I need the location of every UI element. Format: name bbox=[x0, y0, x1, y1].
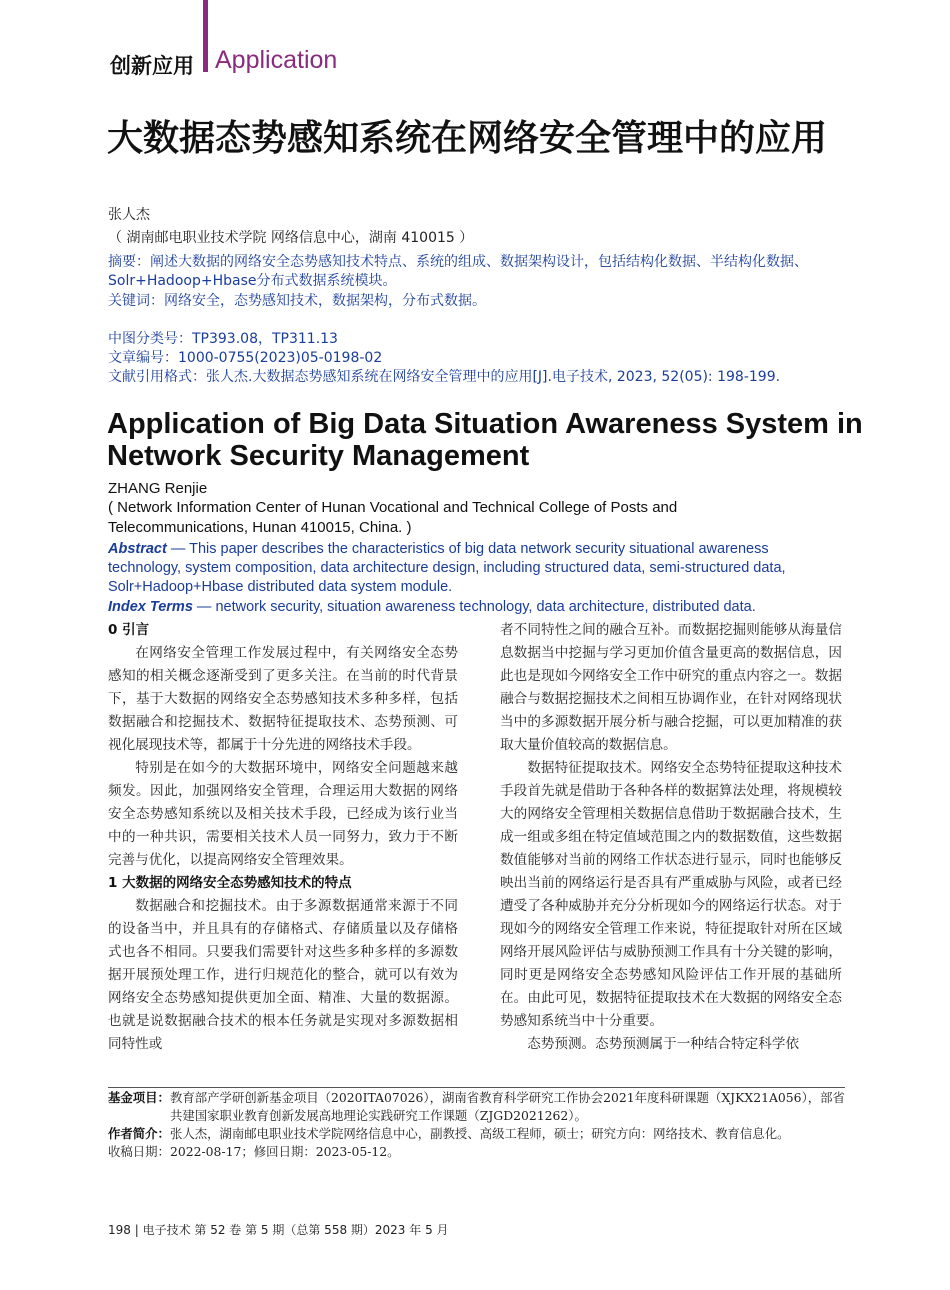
author-bio-text: 张人杰，湖南邮电职业技术学院网络信息中心，副教授、高级工程师，硕士；研究方向：网络技术、教育信息化。 bbox=[169, 1126, 790, 1141]
section-label-cn: 创新应用 bbox=[110, 54, 194, 78]
abstract-en bbox=[108, 540, 843, 597]
fund-note bbox=[108, 1089, 848, 1125]
abstract-en-label: Abstract bbox=[108, 541, 167, 557]
paragraph: 数据特征提取技术。网络安全态势特征提取这种技术手段首先就是借助于各种各样的数据算法处理，将规模较大的网络安全管理相关数据信息借助于数据融合技术，生成一组或多组在特定值域范围之内的数据数值，这些数据数值能够对当前的网络工作状态进行显示，同时也能够反映出当前的网络运行是否具有严重威胁与风险，或者已经遭受了各种威胁并充分分析现如今的网络运行状态。对于现如今的网络安全管理工作来说，特征提取针对所在区域网络开展风险评估与威胁预测工作具有十分关键的影响，同时更是网络安全态势感知风险评估工作开展的基础所在。由此可见，数据特征提取技术在大数据的网络安全态势感知系统当中十分重要。 bbox=[500, 760, 842, 1029]
title-cn: 大数据态势感知系统在网络安全管理中的应用 bbox=[107, 118, 828, 159]
heading-section-1: 1 大数据的网络安全态势感知技术的特点 bbox=[108, 875, 352, 891]
abstract-en-text: — This paper describes the characteristics of big data network security situational awareness technology, system composition, data architecture design, including structured data, semi-structured data, Solr+Hadoop+Hbase distributed data system module. bbox=[108, 541, 786, 595]
keywords-cn: 关键词：网络安全，态势感知技术，数据架构，分布式数据。 bbox=[108, 293, 486, 309]
clc-number: 中图分类号：TP393.08，TP311.13 bbox=[108, 331, 338, 347]
page-footer: 198 | 电子技术 第 52 卷 第 5 期（总第 558 期）2023 年 5 月 bbox=[108, 1223, 449, 1237]
author-en: ZHANG Renjie bbox=[108, 480, 208, 497]
fund-text: 教育部产学研创新基金项目（2020ITA07026），湖南省教育科学研究工作协会2021年度科研课题（XJKX21A056），部省共建国家职业教育创新发展高地理论实践研究工作课题（ZJGD2021262）。 bbox=[169, 1090, 845, 1123]
paragraph: 态势预测。态势预测属于一种结合特定科学依 bbox=[527, 1036, 800, 1052]
footnotes bbox=[108, 1089, 848, 1161]
heading-introduction: 0 引言 bbox=[108, 622, 150, 638]
affiliation-en: ( Network Information Center of Hunan Vocational and Technical College of Posts and Telecommunications, Hunan 410015, China. ) bbox=[108, 499, 678, 536]
paragraph: 特别是在如今的大数据环境中，网络安全问题越来越频发。因此，加强网络安全管理，合理运用大数据的网络安全态势感知系统以及相关技术手段，已经成为该行业当中的一种共识，需要相关技术人员一同努力，致力于不断完善与优化，以提高网络安全管理效果。 bbox=[108, 760, 458, 868]
index-terms-text: — network security, situation awareness technology, data architecture, distributed data. bbox=[192, 599, 756, 615]
right-column bbox=[500, 619, 842, 1056]
dates-note: 收稿日期：2022-08-17；修回日期：2023-05-12。 bbox=[108, 1144, 400, 1159]
title-en: Application of Big Data Situation Awareness System in Network Security Management bbox=[107, 408, 863, 472]
fund-label: 基金项目： bbox=[108, 1090, 170, 1105]
footnote-rule bbox=[108, 1087, 845, 1088]
affiliation-cn: （ 湖南邮电职业技术学院 网络信息中心，湖南 410015 ） bbox=[108, 230, 474, 246]
paragraph: 者不同特性之间的融合互补。而数据挖掘则能够从海量信息数据当中挖掘与学习更加价值含量更高的数据信息，因此也是现如今网络安全工作中研究的重点内容之一。数据融合与数据挖掘技术之间相互协调作业，在针对网络现状当中的多源数据开展分析与融合挖掘，可以更加精准的获取大量价值较高的数据信息。 bbox=[500, 622, 842, 753]
article-number: 文章编号：1000-0755(2023)05-0198-02 bbox=[108, 350, 383, 366]
author-bio-label: 作者简介： bbox=[108, 1126, 170, 1141]
index-terms-label: Index Terms bbox=[108, 599, 193, 615]
index-terms bbox=[108, 598, 848, 617]
paragraph: 在网络安全管理工作发展过程中，有关网络安全态势感知的相关概念逐渐受到了更多关注。在当前的时代背景下，基于大数据的网络安全态势感知技术多种多样，包括数据融合和挖掘技术、数据特征提取技术、态势预测、可视化展现技术等，都属于十分先进的网络技术手段。 bbox=[108, 645, 458, 753]
section-label-en: Application bbox=[215, 46, 338, 74]
left-column bbox=[108, 619, 458, 1056]
abstract-cn: 摘要：阐述大数据的网络安全态势感知技术特点、系统的组成、数据架构设计，包括结构化数据、半结构化数据、Solr+Hadoop+Hbase分布式数据系统模块。 bbox=[108, 254, 808, 289]
section-bar bbox=[203, 0, 208, 72]
paragraph: 数据融合和挖掘技术。由于多源数据通常来源于不同的设备当中，并且具有的存储格式、存储质量以及存储格式也各不相同。只要我们需要针对这些多种多样的多源数据开展预处理工作，进行归规范化的整合，就可以有效为网络安全态势感知提供更加全面、精准、大量的数据源。也就是说数据融合技术的根本任务就是实现对多源数据相同特性或 bbox=[108, 898, 458, 1052]
citation-format: 文献引用格式：张人杰.大数据态势感知系统在网络安全管理中的应用[J].电子技术, 2023, 52(05): 198-199. bbox=[108, 369, 781, 385]
author-note bbox=[108, 1125, 848, 1143]
author-cn: 张人杰 bbox=[108, 207, 150, 223]
